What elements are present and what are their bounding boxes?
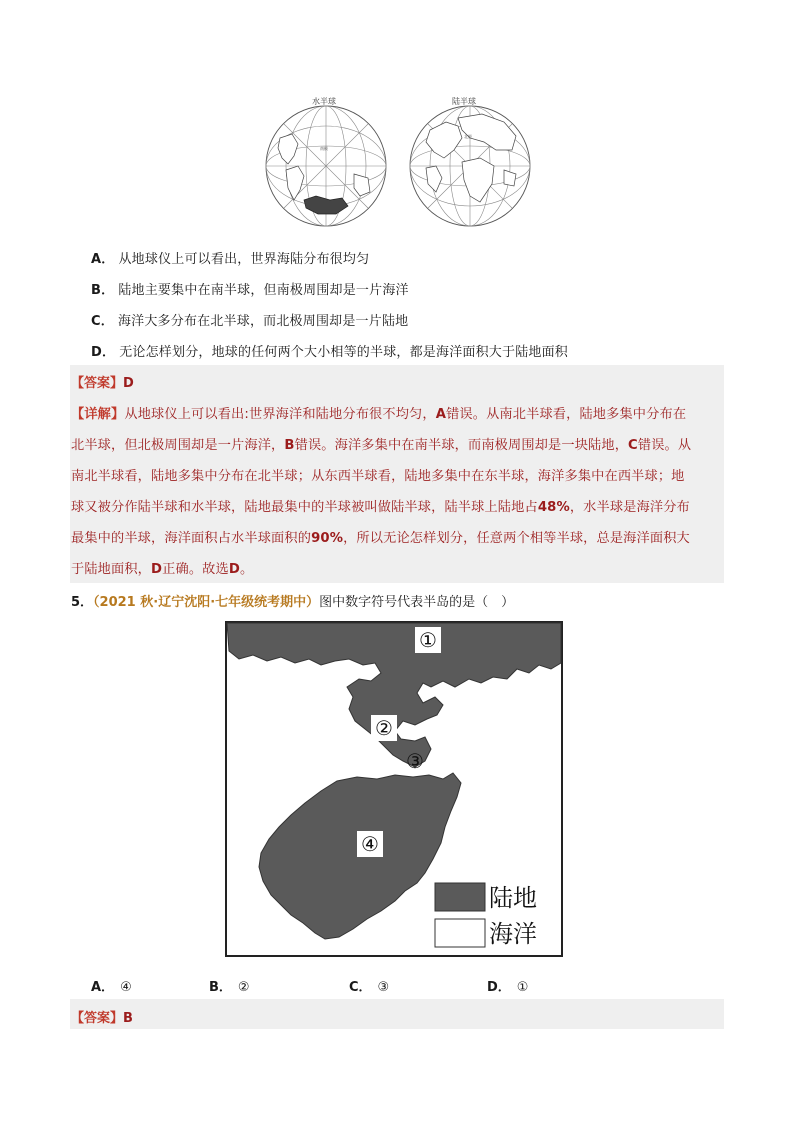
detail-percent: 90%: [311, 531, 344, 546]
detail-line-1: [71, 403, 686, 422]
legend-sea-swatch: [435, 919, 485, 947]
detail-line-4: [71, 496, 690, 515]
option-text: 海洋大多分布在北半球，而北极周围却是一片陆地: [117, 314, 409, 329]
answer-label: 【答案】: [71, 376, 124, 391]
detail-option-ref: C: [628, 438, 638, 453]
option-letter: D．: [487, 980, 511, 995]
detail-text: 错误。从: [637, 438, 692, 453]
detail-text: 北半球，但北极周围却是一片海洋，: [71, 438, 285, 453]
option-letter: A．: [91, 980, 115, 995]
option-letter: D．: [91, 345, 116, 360]
option-d: [91, 341, 568, 360]
detail-line-3: [71, 465, 685, 484]
legend-land-swatch: [435, 883, 485, 911]
option-text: 从地球仪上可以看出，世界海陆分布很均匀: [118, 252, 370, 267]
marker-1: [415, 627, 441, 653]
option-a: [91, 248, 369, 267]
marker-2-text: ②: [375, 716, 393, 740]
option-text: ④: [120, 980, 132, 995]
marker-4-text: ④: [361, 832, 379, 856]
question-5-stem: [71, 591, 514, 610]
legend-sea-label: 海洋: [489, 920, 537, 948]
land-hemisphere-globe: [410, 106, 530, 226]
option-a: [91, 976, 132, 995]
marker-2: [371, 715, 397, 741]
marker-3-text: ③: [406, 749, 424, 773]
answer-value: D: [123, 376, 134, 391]
detail-percent: 48%: [537, 500, 570, 515]
land-hemisphere-label: 陆半球: [452, 97, 476, 106]
detail-text: ，水半球是海洋分布: [569, 500, 690, 515]
detail-text: 于陆地面积，: [71, 562, 152, 577]
legend-land-label: 陆地: [489, 884, 537, 912]
detail-text: 最集中的半球，海洋面积占水半球面积的: [71, 531, 312, 546]
north-pole-label: 北极: [464, 134, 472, 139]
water-hemisphere-globe: [266, 106, 386, 226]
answer-box-q5: [70, 999, 724, 1029]
option-c: [91, 310, 408, 329]
option-d: [487, 976, 528, 995]
detail-text: 球又被分作陆半球和水半球，陆地最集中的半球被叫做陆半球，陆半球上陆地占: [71, 500, 538, 515]
option-letter: B．: [209, 980, 232, 995]
option-text: ③: [377, 980, 390, 995]
marker-3: [406, 749, 424, 773]
peninsula-map: [225, 621, 563, 957]
detail-option-ref: B: [284, 438, 295, 453]
answer-label: 【答案】: [71, 1011, 124, 1026]
detail-text: 正确。故选: [162, 562, 229, 577]
detail-text: 从地球仪上可以看出:世界海洋和陆地分布很不均匀，: [124, 407, 436, 422]
marker-4: [357, 831, 383, 857]
water-hemisphere-label: 水半球: [312, 97, 336, 106]
option-letter: B．: [91, 283, 115, 298]
answer-value: B: [123, 1011, 133, 1026]
detail-option-ref: A: [435, 407, 447, 422]
option-b: [91, 279, 409, 298]
option-text: 无论怎样划分，地球的任何两个大小相等的半球，都是海洋面积大于陆地面积: [119, 345, 569, 360]
detail-text: 南北半球看，陆地多集中分布在北半球；从东西半球看，陆地多集中在东半球，海洋多集中在西半球；地: [71, 469, 685, 484]
question-source: （2021 秋·辽宁沈阳·七年级统考期中）: [93, 595, 320, 610]
answer-q4: [71, 372, 134, 391]
detail-line-6: [71, 558, 253, 577]
marker-1-text: ①: [419, 628, 437, 652]
option-letter: C．: [349, 980, 372, 995]
option-letter: C．: [91, 314, 114, 329]
option-letter: A．: [91, 252, 115, 267]
detail-text: ，所以无论怎样划分，任意两个相等半球，总是海洋面积大: [343, 531, 690, 546]
detail-label: 【详解】: [71, 407, 125, 422]
option-text: ②: [237, 980, 250, 995]
detail-option-ref: D: [151, 562, 163, 577]
option-text: ①: [516, 980, 529, 995]
detail-text: 错误。海洋多集中在南半球，而南极周围却是一块陆地，: [294, 438, 629, 453]
question-text: 图中数字符号代表半岛的是（ ）: [319, 595, 515, 610]
option-text: 陆地主要集中在南半球，但南极周围却是一片海洋: [118, 283, 409, 298]
south-pole-label: 南极: [320, 146, 328, 151]
question-number: 5．: [71, 595, 94, 610]
hemisphere-figure: [258, 104, 538, 228]
detail-option-ref: D: [228, 562, 240, 577]
detail-text: 错误。从南北半球看，陆地多集中分布在: [446, 407, 687, 422]
detail-line-5: [71, 527, 690, 546]
option-c: [349, 976, 389, 995]
option-b: [209, 976, 250, 995]
detail-line-2: [71, 434, 691, 453]
answer-q5: [71, 1007, 133, 1026]
detail-text: 。: [239, 562, 254, 577]
